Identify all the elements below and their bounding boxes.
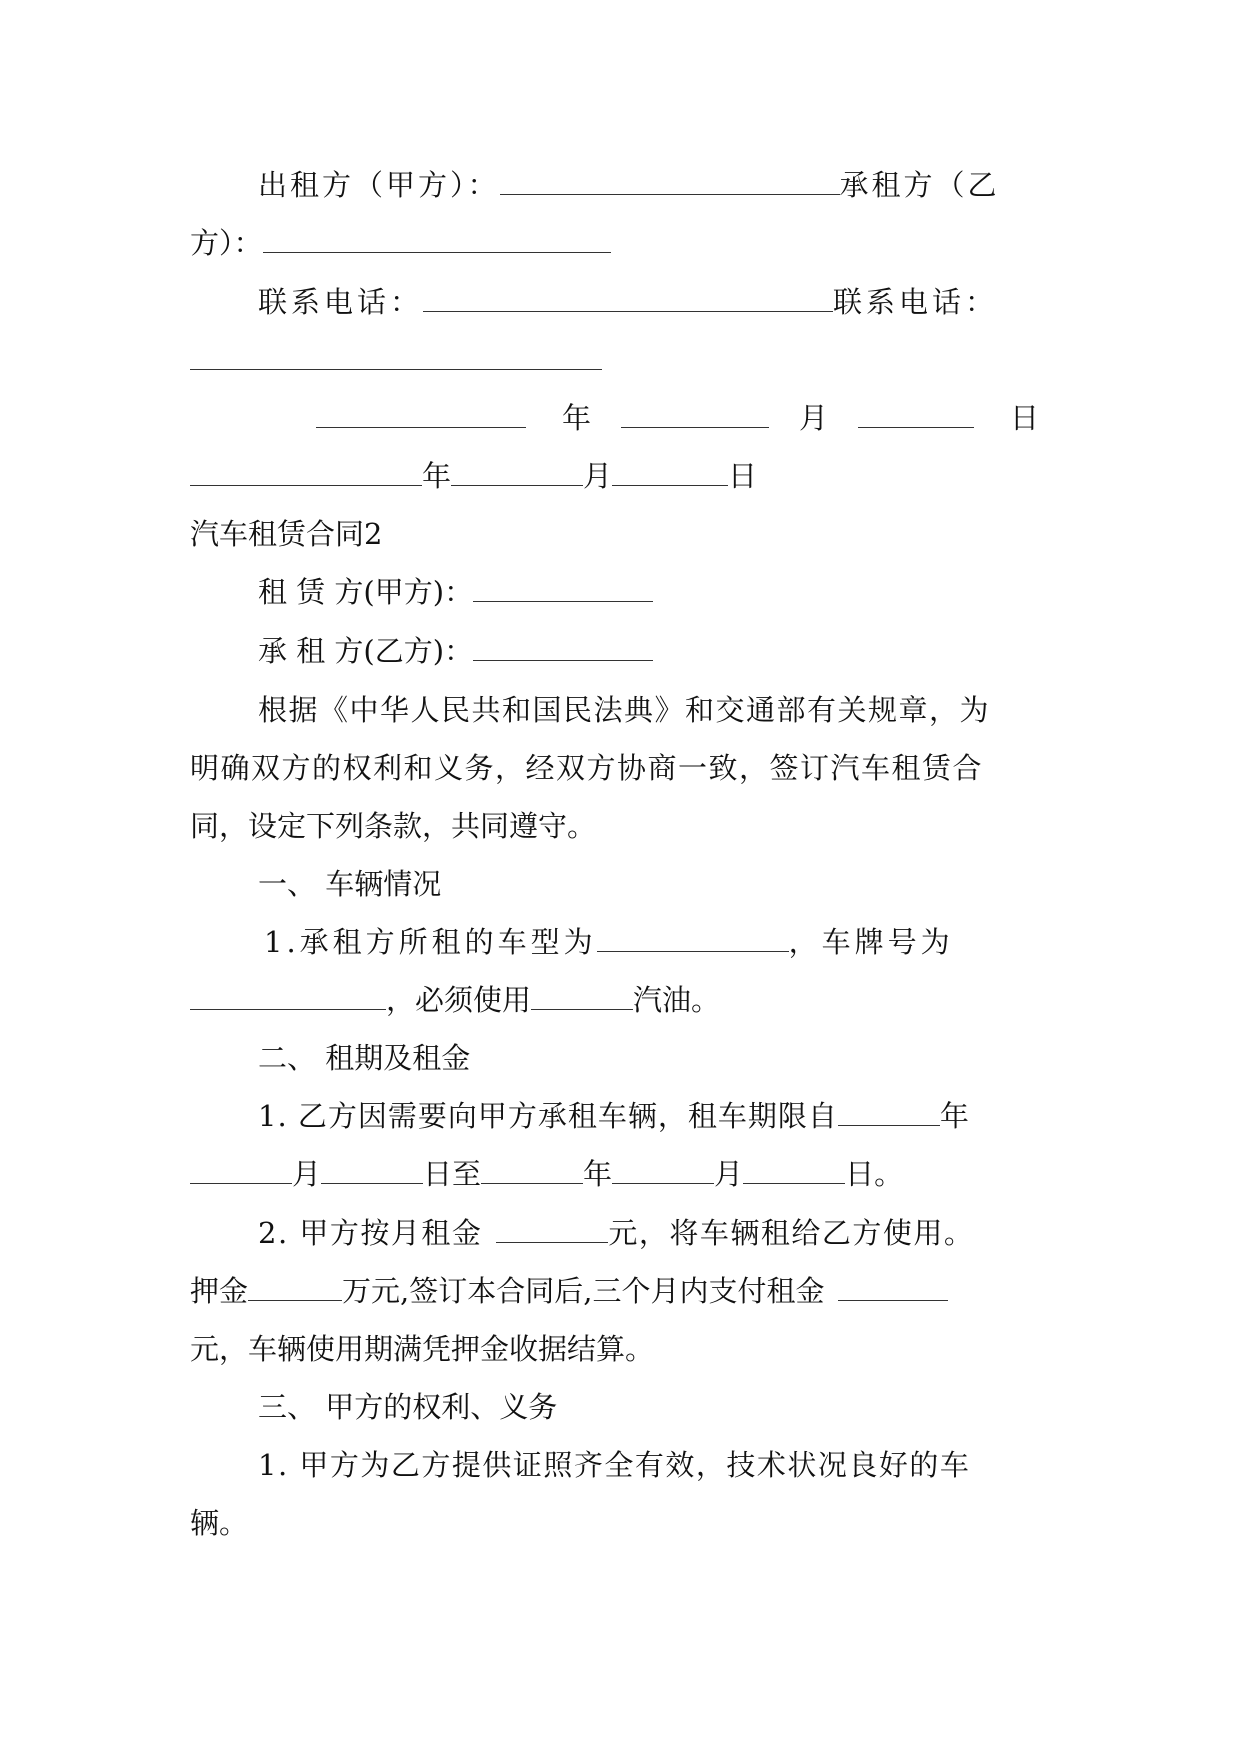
s3-item1-line2: 辆。 (190, 1506, 249, 1540)
s2-item2-b: 元，将车辆租给乙方使用。 (608, 1216, 975, 1250)
plate-number-blank[interactable] (190, 982, 386, 1010)
lessee-name-blank[interactable] (263, 225, 611, 253)
s2-item1-end: 日。 (845, 1157, 904, 1191)
lessee-label: 承租方（乙 (839, 168, 1000, 202)
contract2-lessee-blank[interactable] (473, 633, 653, 661)
s1-item1-a: 1.承租方所租的车型为 (264, 925, 597, 959)
s1-item1-line (190, 922, 1126, 962)
s2-item1-line (190, 1096, 1120, 1136)
start-month-blank[interactable] (190, 1156, 292, 1184)
s2-item1-year2: 年 (583, 1157, 613, 1191)
phone-label-2: 联系电话： (833, 285, 999, 319)
s2-item1-line2 (190, 1154, 1052, 1194)
phone-line (190, 282, 1120, 322)
section-3-title: 三、 甲方的权利、义务 (258, 1390, 558, 1424)
s2-item1-day-to: 日至 (423, 1157, 482, 1191)
date1-day-label: 日 (1010, 401, 1040, 435)
start-year-blank[interactable] (838, 1098, 940, 1126)
date2-day-blank[interactable] (612, 458, 728, 486)
date2-day-label: 日 (728, 459, 758, 493)
s1-item1-c: ，必须使用 (386, 983, 532, 1017)
lessor-label: 出租方（甲方）： (258, 168, 500, 202)
monthly-rent-blank[interactable] (496, 1215, 608, 1243)
s2-item1-month: 月 (292, 1157, 322, 1191)
end-year-blank[interactable] (481, 1156, 583, 1184)
deposit-blank[interactable] (248, 1273, 342, 1301)
phone-blank-1[interactable] (423, 284, 833, 312)
s3-item1-line: 1. 甲方为乙方提供证照齐全有效，技术状况良好的车 (258, 1448, 971, 1482)
contract2-lessor-blank[interactable] (473, 574, 653, 602)
contract2-lessee-label: 承 租 方(乙方)： (258, 634, 474, 668)
rent-amount-blank[interactable] (838, 1273, 948, 1301)
date1-day-blank[interactable] (858, 400, 974, 428)
s2-item2-c: 押金 (190, 1274, 249, 1308)
date-line-2 (190, 456, 1052, 496)
date1-month-label: 月 (799, 401, 829, 435)
date2-month-blank[interactable] (451, 458, 583, 486)
contract-title: 汽车租赁合同2 (190, 517, 383, 551)
s2-item2-line3: 元，车辆使用期满凭押金收据结算。 (190, 1332, 655, 1366)
fuel-type-blank[interactable] (531, 982, 633, 1010)
contract2-lessee-line (190, 631, 1120, 671)
s2-item2-line2 (190, 1271, 1052, 1311)
lessee-label-cont: 方）： (190, 226, 263, 260)
s2-item2-d: 万元,签订本合同后,三个月内支付租金 (342, 1274, 825, 1308)
s2-item2-line (190, 1213, 1120, 1253)
s1-item1-b: ，车牌号为 (788, 925, 954, 959)
end-day-blank[interactable] (743, 1156, 845, 1184)
s2-item1-a: 1. 乙方因需要向甲方承租车辆，租车期限自 (258, 1099, 838, 1133)
s2-item2-a: 2. 甲方按月租金 (258, 1216, 483, 1250)
start-day-blank[interactable] (321, 1156, 423, 1184)
car-model-blank[interactable] (597, 924, 789, 952)
date2-year-label: 年 (422, 459, 452, 493)
section-1-title: 一、 车辆情况 (258, 867, 442, 901)
section-2-title: 二、 租期及租金 (258, 1041, 471, 1075)
lessor-name-blank[interactable] (500, 167, 840, 195)
phone-blank-2[interactable] (190, 342, 602, 370)
phone-blank-line (190, 340, 1052, 380)
intro-line-1: 根据《中华人民共和国民法典》和交通部有关规章，为 (258, 693, 991, 727)
s1-item1-line2 (190, 980, 1052, 1020)
phone-label-1: 联系电话： (258, 285, 424, 319)
date-line-1 (190, 398, 1052, 438)
date1-year-label: 年 (562, 401, 592, 435)
s1-item1-d: 汽油。 (633, 983, 721, 1017)
end-month-blank[interactable] (612, 1156, 714, 1184)
contract2-lessor-label: 租 赁 方(甲方)： (258, 575, 474, 609)
lessee-line-cont (190, 223, 1052, 263)
lessor-lessee-line (190, 165, 1120, 205)
intro-line-3: 同，设定下列条款，共同遵守。 (190, 809, 597, 843)
intro-line-2: 明确双方的权利和义务，经双方协商一致，签订汽车租赁合 (190, 751, 984, 785)
s2-item1-year: 年 (939, 1099, 970, 1133)
s2-item1-month2: 月 (714, 1157, 744, 1191)
contract2-lessor-line (190, 572, 1120, 612)
date1-year-blank[interactable] (316, 400, 526, 428)
date2-year-blank[interactable] (190, 458, 422, 486)
date1-month-blank[interactable] (621, 400, 769, 428)
date2-month-label: 月 (583, 459, 613, 493)
